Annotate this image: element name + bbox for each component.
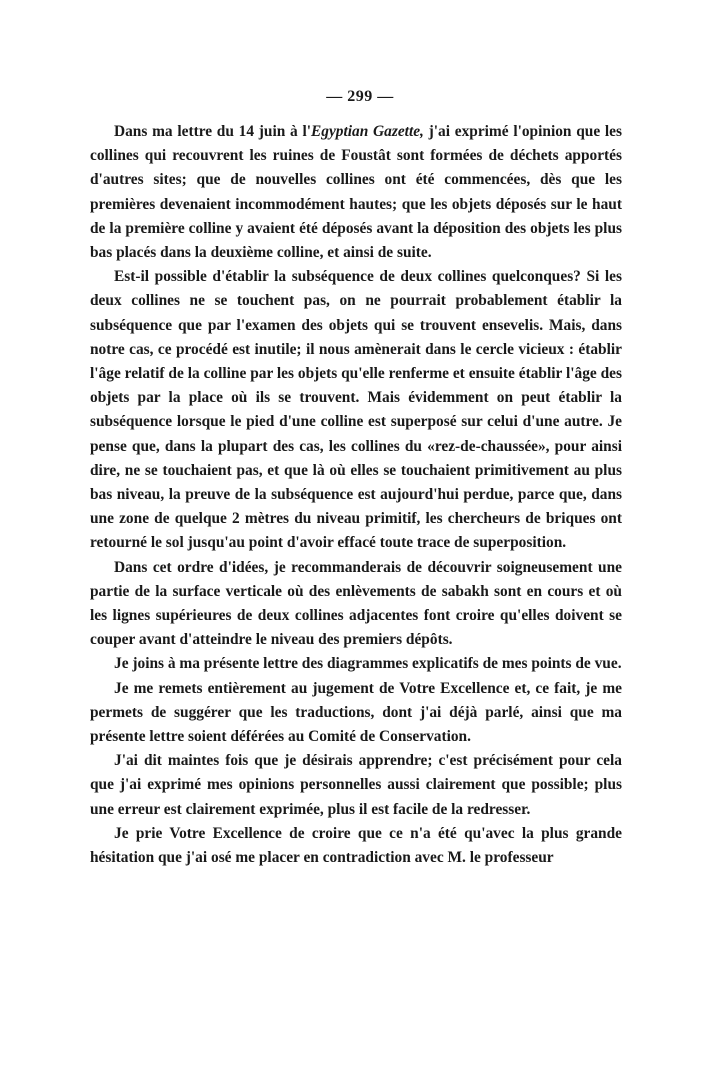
paragraph-7: Je prie Votre Excellence de croire que ce n'a été qu'avec la plus grande hésitation que j'ai osé me placer en contradiction avec M. le professeur — [90, 824, 622, 867]
page-number: — 299 — — [326, 88, 394, 105]
paragraph-6: J'ai dit maintes fois que je désirais apprendre; c'est précisément pour cela que j'ai exprimé mes opinions personnelles aussi clairement que possible; plus une erreur est clairement exprimée, plus il est facile de la redresser. — [90, 752, 622, 818]
paragraph-1 — [90, 120, 622, 265]
paragraph-1-emphasis: Egyptian Gazette, — [311, 123, 424, 140]
paragraph-4: Je joins à ma présente lettre des diagrammes explicatifs de mes points de vue. — [114, 655, 622, 673]
paragraph-3: Dans cet ordre d'idées, je recommanderais de découvrir soigneusement une partie de la surface verticale où des enlèvements de sabakh sont en cours et où les lignes supérieures de deux collines adjacentes font croire qu'elles doivent se couper avant d'atteindre le niveau des premiers dépôts. — [90, 558, 622, 649]
paragraph-1-text-before: Dans ma lettre du 14 juin à l' — [114, 123, 312, 140]
paragraph-2: Est-il possible d'établir la subséquence de deux collines quelconques? Si les deux collines ne se touchent pas, on ne pourrait probablement établir la subséquence que par l'examen des objets qui se trouvent ensevelis. Mais, dans notre cas, ce procédé est inutile; il nous amènerait dans le cercle vicieux : établir l'âge relatif de la colline par les objets qu'elle renferme et ensuite établir l'âge des objets par la place où ils se trouvent. Mais évidemment on peut établir la subséquence lorsque le pied d'une colline est superposé sur celui d'une autre. Je pense que, dans la plupart des cas, les collines du «rez-de-chaussée», pour ainsi dire, ne se touchaient pas, et que là où elles se touchaient primitivement au plus bas niveau, la preuve de la subséquence est aujourd'hui perdue, parce que, dans une zone de quelque 2 mètres du niveau primitif, les chercheurs de briques ont retourné le sol jusqu'au point d'avoir effacé toute trace de superposition. — [90, 268, 622, 552]
paragraph-5: Je me remets entièrement au jugement de Votre Excellence et, ce fait, je me permets de suggérer que les traductions, dont j'ai déjà parlé, ainsi que ma présente lettre soient déférées au Comité de Conservation. — [90, 679, 622, 746]
paragraph-1-text-after: j'ai exprimé l'opinion que les collines qui recouvrent les ruines de Foustât sont formées de déchets apportés d'autres sites; que de nouvelles collines ont été commencées, dès que les premières devenaient incommodément hautes; que les objets déposés sur le haut de la première colline y avaient été déposés avant la déposition des objets les plus bas placés dans la deuxième colline, et ainsi de suite. — [90, 123, 622, 262]
body-text — [90, 120, 622, 870]
